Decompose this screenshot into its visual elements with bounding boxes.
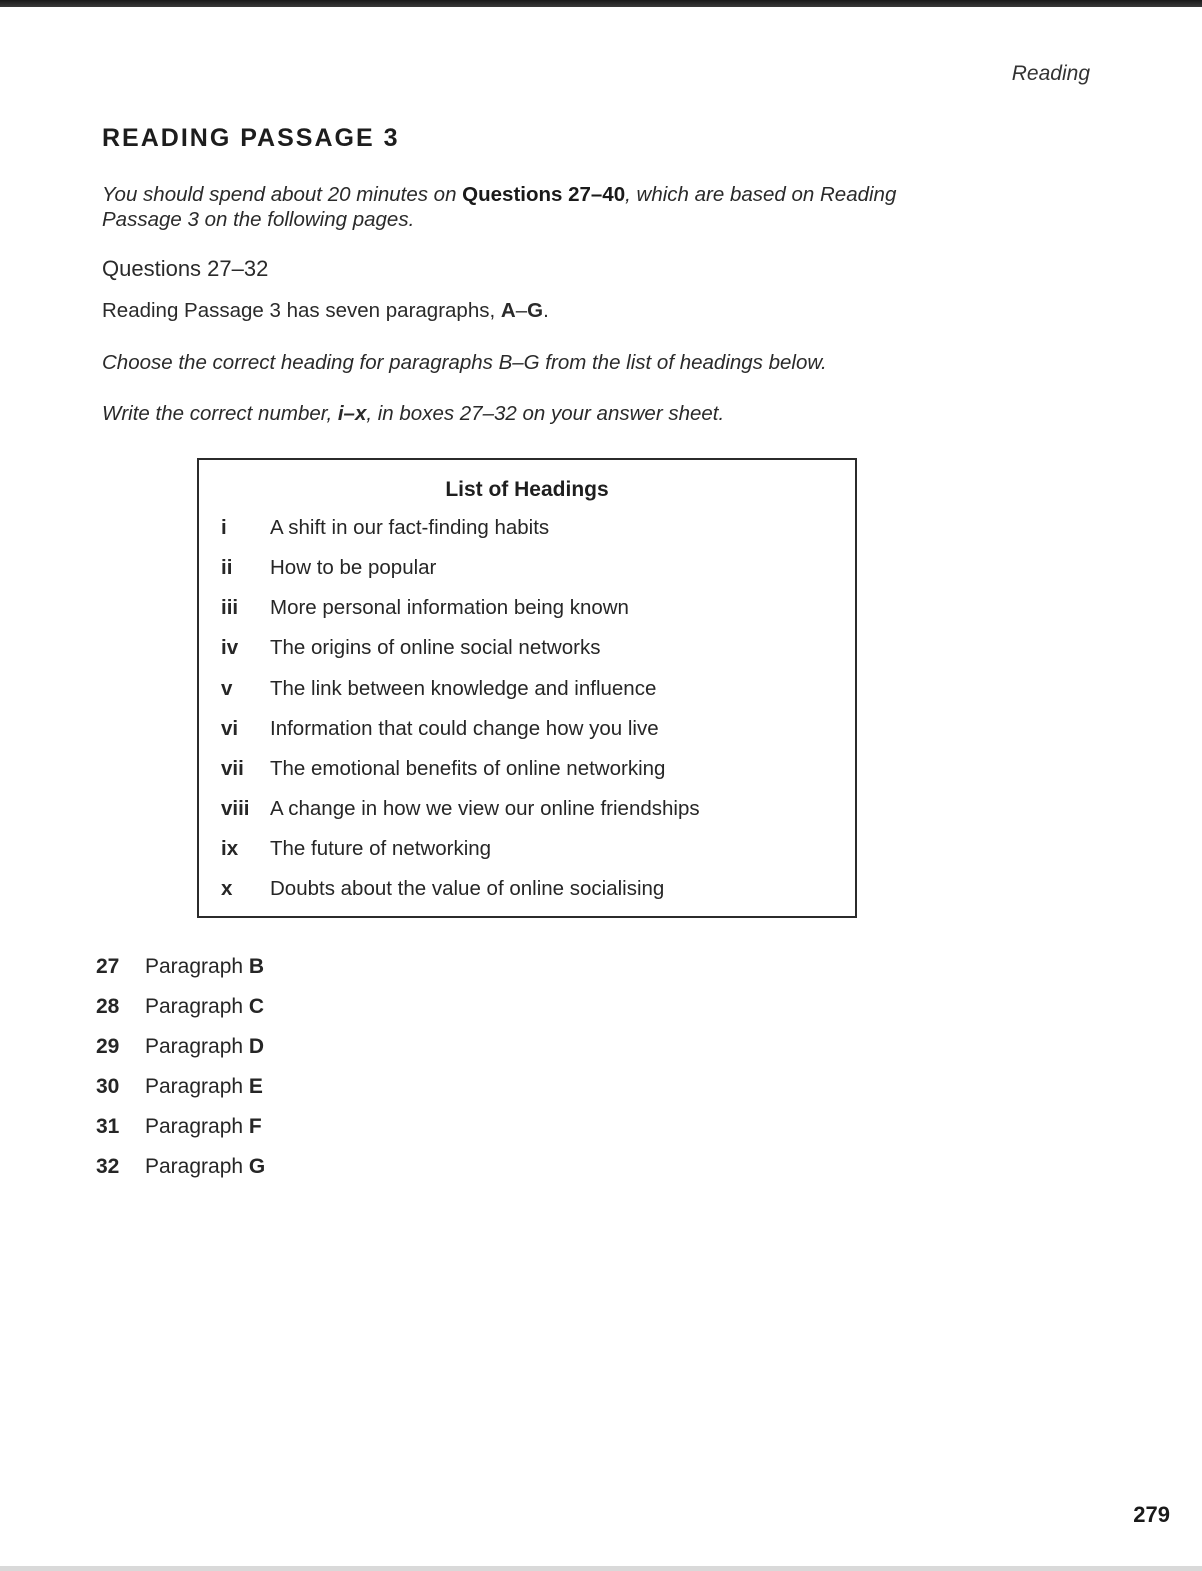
- heading-numeral: iv: [221, 636, 239, 659]
- question-label-text: Paragraph: [145, 995, 249, 1018]
- heading-numeral: i: [221, 516, 227, 539]
- heading-numeral: ii: [221, 556, 233, 579]
- question-label-text: Paragraph: [145, 1155, 249, 1178]
- page-top-edge: [0, 0, 1202, 7]
- running-head: Reading: [1011, 62, 1090, 85]
- question-letter: B: [248, 955, 265, 978]
- question-label: [145, 1155, 265, 1179]
- question-number: 32: [96, 1155, 120, 1178]
- list-of-headings-box: [197, 458, 857, 918]
- heading-text: The origins of online social networks: [270, 636, 601, 659]
- heading-text: The link between knowledge and influence: [270, 677, 657, 700]
- paragraph-count-info: [102, 299, 549, 323]
- question-number: 29: [96, 1035, 120, 1058]
- questions-range-heading: Questions 27–32: [102, 256, 269, 281]
- heading-numeral: iii: [221, 596, 239, 619]
- question-label-text: Paragraph: [145, 955, 249, 978]
- heading-text: The emotional benefits of online networking: [270, 757, 666, 780]
- question-label: [145, 955, 264, 979]
- time-instruction: [102, 182, 962, 232]
- info-letter-start: A: [500, 299, 516, 322]
- page-number: 279: [1133, 1502, 1170, 1527]
- heading-numeral: viii: [221, 797, 250, 820]
- heading-text: More personal information being known: [270, 596, 629, 619]
- question-letter: C: [248, 995, 265, 1018]
- heading-numeral: vi: [221, 717, 239, 740]
- heading-numeral: v: [221, 677, 233, 700]
- question-label: [145, 1035, 264, 1059]
- question-number: 31: [96, 1115, 120, 1138]
- heading-text: A shift in our fact-finding habits: [270, 516, 550, 539]
- heading-numeral: x: [221, 877, 233, 900]
- heading-numeral: ix: [221, 837, 239, 860]
- question-letter: G: [248, 1155, 266, 1178]
- question-label-text: Paragraph: [145, 1115, 249, 1138]
- write-part1: Write the correct number,: [102, 402, 338, 425]
- instruction-part1: You should spend about 20 minutes on: [102, 183, 463, 206]
- question-label: [145, 1075, 263, 1099]
- write-range: i–x: [337, 402, 367, 425]
- question-label: [145, 995, 264, 1019]
- heading-text: How to be popular: [270, 556, 437, 579]
- page-bottom-edge: [0, 1566, 1202, 1571]
- choose-instruction: Choose the correct heading for paragraphs B–G from the list of headings below.: [102, 351, 827, 374]
- passage-title: READING PASSAGE 3: [102, 124, 400, 152]
- question-label-text: Paragraph: [145, 1075, 249, 1098]
- heading-text: Doubts about the value of online socialising: [270, 877, 665, 900]
- question-letter: E: [248, 1075, 263, 1098]
- heading-text: The future of networking: [270, 837, 492, 860]
- question-letter: D: [248, 1035, 265, 1058]
- write-instruction: [102, 402, 724, 426]
- info-letter-end: G: [527, 299, 544, 322]
- info-dash: –: [515, 299, 528, 322]
- question-label: [145, 1115, 262, 1139]
- heading-text: Information that could change how you live: [270, 717, 659, 740]
- headings-box-title: List of Headings: [445, 478, 609, 501]
- info-end: .: [543, 299, 549, 322]
- heading-numeral: vii: [221, 757, 244, 780]
- instruction-questions: Questions 27–40: [462, 183, 626, 206]
- question-number: 30: [96, 1075, 120, 1098]
- question-number: 27: [96, 955, 120, 978]
- info-text: Reading Passage 3 has seven paragraphs,: [102, 299, 501, 322]
- instruction-part2: , which are based on Reading Passage 3 on the following pages.: [102, 183, 897, 231]
- question-number: 28: [96, 995, 120, 1018]
- question-letter: F: [248, 1115, 262, 1138]
- write-part2: , in boxes 27–32 on your answer sheet.: [366, 402, 725, 425]
- question-label-text: Paragraph: [145, 1035, 249, 1058]
- heading-text: A change in how we view our online friendships: [270, 797, 700, 820]
